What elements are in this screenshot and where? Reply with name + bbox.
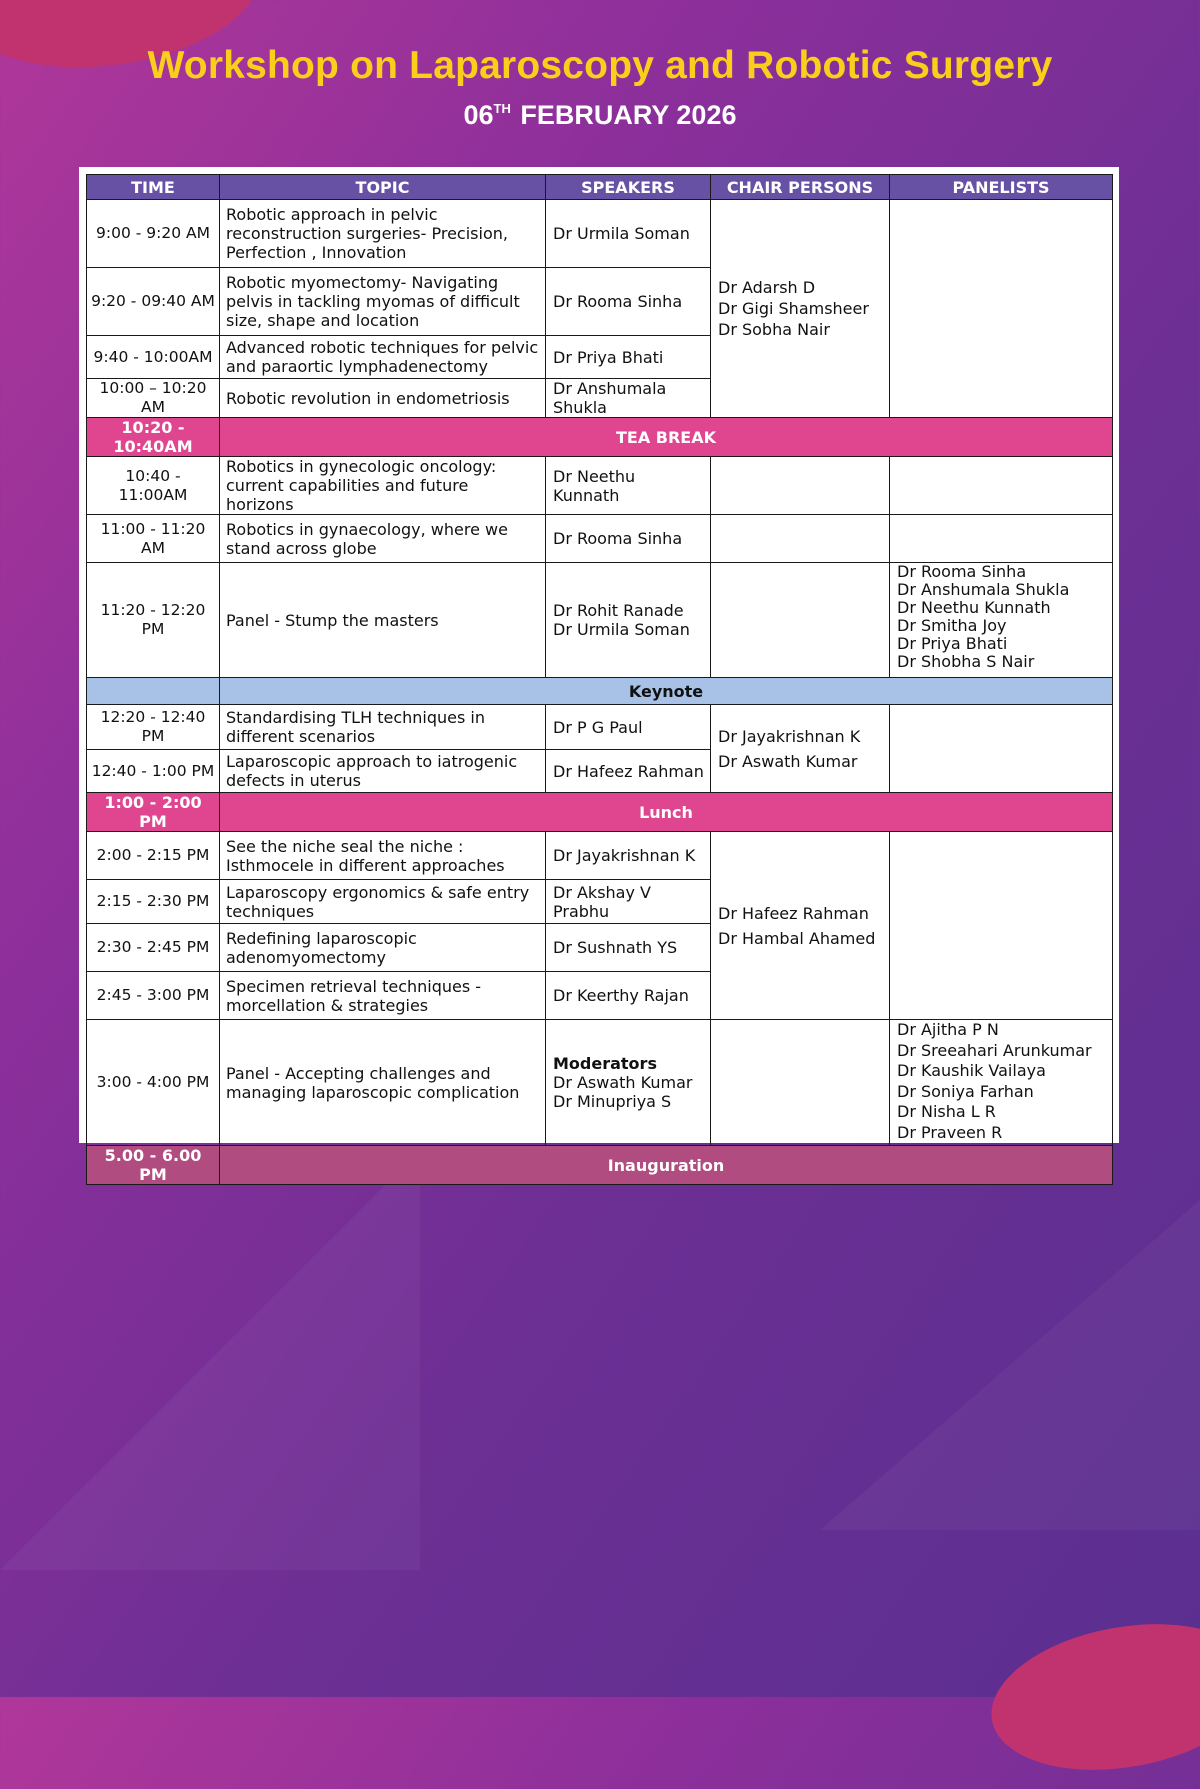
table-row xyxy=(87,515,1113,563)
lunch-row xyxy=(87,793,1113,832)
tea-break-row xyxy=(87,418,1113,457)
topic-cell: Robotic approach in pelvic reconstruction surgeries- Precision, Perfection , Innovation xyxy=(220,200,546,268)
speaker-cell: Dr Rooma Sinha xyxy=(546,268,711,336)
speaker-cell: Dr Priya Bhati xyxy=(546,336,711,379)
speaker-cell: Dr Hafeez Rahman xyxy=(546,750,711,793)
background-facet xyxy=(0,1150,420,1570)
time-cell: 11:00 - 11:20 AM xyxy=(87,515,220,563)
chair-person: Dr Sobha Nair xyxy=(718,320,830,339)
keynote-time-cell xyxy=(87,678,220,705)
time-cell: 2:15 - 2:30 PM xyxy=(87,880,220,924)
schedule-card xyxy=(79,167,1119,1184)
keynote-row xyxy=(87,678,1113,705)
column-header-time: TIME xyxy=(87,175,220,200)
time-cell: 9:20 - 09:40 AM xyxy=(87,268,220,336)
panelists-cell xyxy=(890,1020,1113,1146)
topic-cell: Advanced robotic techniques for pelvic and paraortic lymphadenectomy xyxy=(220,336,546,379)
chair-persons-cell xyxy=(711,457,890,515)
date-rest: FEBRUARY 2026 xyxy=(520,100,737,130)
chair-persons-cell xyxy=(711,515,890,563)
time-cell: 9:40 - 10:00AM xyxy=(87,336,220,379)
chair-persons-cell xyxy=(711,563,890,678)
time-cell: 10:40 - 11:00AM xyxy=(87,457,220,515)
column-header-topic: TOPIC xyxy=(220,175,546,200)
keynote-label: Keynote xyxy=(220,678,1113,705)
topic-cell: Panel - Stump the masters xyxy=(220,563,546,678)
panelists-cell xyxy=(890,705,1113,793)
panelist-name: Dr Priya Bhati xyxy=(897,634,1008,653)
topic-cell: Laparoscopic approach to iatrogenic defects in uterus xyxy=(220,750,546,793)
inauguration-row xyxy=(87,1146,1113,1185)
topic-cell: Robotics in gynaecology, where we stand across globe xyxy=(220,515,546,563)
event-date xyxy=(0,100,1200,131)
table-header-row xyxy=(87,175,1113,200)
table-row xyxy=(87,563,1113,678)
panelists-cell xyxy=(890,563,1113,678)
time-cell: 12:20 - 12:40 PM xyxy=(87,705,220,750)
table-row xyxy=(87,200,1113,268)
panelist-name: Dr Anshumala Shukla xyxy=(897,580,1070,599)
topic-cell: Robotics in gynecologic oncology: current capabilities and future horizons xyxy=(220,457,546,515)
panelists-cell xyxy=(890,515,1113,563)
time-cell: 2:00 - 2:15 PM xyxy=(87,832,220,880)
panelist-name: Dr Kaushik Vailaya xyxy=(897,1061,1046,1080)
topic-cell: Panel - Accepting challenges and managing laparoscopic complication xyxy=(220,1020,546,1146)
topic-cell: Laparoscopy ergonomics & safe entry techniques xyxy=(220,880,546,924)
date-day: 06 xyxy=(463,100,494,130)
panelist-name: Dr Nisha L R xyxy=(897,1102,996,1121)
column-header-speakers: SPEAKERS xyxy=(546,175,711,200)
chair-person: Dr Jayakrishnan K xyxy=(718,726,861,746)
chair-persons-cell xyxy=(711,200,890,418)
time-cell: 12:40 - 1:00 PM xyxy=(87,750,220,793)
lunch-label: Lunch xyxy=(220,793,1113,832)
inauguration-time: 5.00 - 6.00 PM xyxy=(87,1146,220,1185)
topic-cell: Robotic myomectomy- Navigating pelvis in tackling myomas of difficult size, shape and location xyxy=(220,268,546,336)
column-header-panelists: PANELISTS xyxy=(890,175,1113,200)
speaker-cell: Dr Rooma Sinha xyxy=(546,515,711,563)
panelist-name: Dr Rooma Sinha xyxy=(897,562,1027,581)
chair-person: Dr Aswath Kumar xyxy=(718,751,858,771)
panelist-name: Dr Praveen R xyxy=(897,1122,1003,1142)
chair-person: Dr Hafeez Rahman xyxy=(718,903,869,923)
chair-person: Dr Adarsh D xyxy=(718,278,816,297)
time-cell: 10:00 – 10:20 AM xyxy=(87,379,220,418)
chair-person: Dr Hambal Ahamed xyxy=(718,928,876,948)
chair-persons-cell xyxy=(711,705,890,793)
table-row xyxy=(87,705,1113,750)
background-facet xyxy=(820,1200,1200,1530)
speaker-cell: Dr P G Paul xyxy=(546,705,711,750)
chair-persons-cell xyxy=(711,1020,890,1146)
panelist-name: Dr Soniya Farhan xyxy=(897,1081,1034,1101)
speaker-cell: Dr Keerthy Rajan xyxy=(546,972,711,1020)
schedule-table xyxy=(86,174,1113,1185)
table-row xyxy=(87,457,1113,515)
topic-cell: See the niche seal the niche : Isthmocele in different approaches xyxy=(220,832,546,880)
speaker-name: Dr Urmila Soman xyxy=(553,620,690,639)
speaker-cell: Dr Anshumala Shukla xyxy=(546,379,711,418)
speaker-cell xyxy=(546,563,711,678)
tea-break-time: 10:20 - 10:40AM xyxy=(87,418,220,457)
date-suffix: TH xyxy=(493,101,511,116)
time-cell: 9:00 - 9:20 AM xyxy=(87,200,220,268)
column-header-chair-persons: CHAIR PERSONS xyxy=(711,175,890,200)
speaker-cell: Dr Sushnath YS xyxy=(546,924,711,972)
speaker-name: Dr Rohit Ranade xyxy=(553,601,684,620)
panelist-name: Dr Sreeahari Arunkumar xyxy=(897,1040,1092,1060)
panelist-name: Dr Shobha S Nair xyxy=(897,652,1035,671)
speaker-cell: Dr Akshay V Prabhu xyxy=(546,880,711,924)
table-row xyxy=(87,832,1113,880)
panelist-name: Dr Neethu Kunnath xyxy=(897,598,1051,617)
panelist-name: Dr Smitha Joy xyxy=(897,616,1007,635)
topic-cell: Redefining laparoscopic adenomyomectomy xyxy=(220,924,546,972)
tea-break-label: TEA BREAK xyxy=(220,418,1113,457)
moderator-name: Dr Minupriya S xyxy=(553,1092,672,1111)
topic-cell: Specimen retrieval techniques - morcellation & strategies xyxy=(220,972,546,1020)
page-title: Workshop on Laparoscopy and Robotic Surgery xyxy=(147,44,1053,87)
time-cell: 11:20 - 12:20 PM xyxy=(87,563,220,678)
lunch-time: 1:00 - 2:00 PM xyxy=(87,793,220,832)
panelists-cell xyxy=(890,457,1113,515)
chair-person: Dr Gigi Shamsheer xyxy=(718,299,869,318)
time-cell: 2:45 - 3:00 PM xyxy=(87,972,220,1020)
inauguration-label: Inauguration xyxy=(220,1146,1113,1185)
time-cell: 2:30 - 2:45 PM xyxy=(87,924,220,972)
speaker-cell: Dr Jayakrishnan K xyxy=(546,832,711,880)
time-cell: 3:00 - 4:00 PM xyxy=(87,1020,220,1146)
table-row xyxy=(87,1020,1113,1146)
topic-cell: Robotic revolution in endometriosis xyxy=(220,379,546,418)
speaker-cell xyxy=(546,1020,711,1146)
moderator-name: Dr Aswath Kumar xyxy=(553,1073,693,1092)
topic-cell: Standardising TLH techniques in different scenarios xyxy=(220,705,546,750)
panelists-cell xyxy=(890,832,1113,1020)
speaker-cell: Dr Neethu Kunnath xyxy=(546,457,711,515)
chair-persons-cell xyxy=(711,832,890,1020)
panelist-name: Dr Ajitha P N xyxy=(897,1020,999,1039)
moderators-label: Moderators xyxy=(553,1054,657,1073)
speaker-cell: Dr Urmila Soman xyxy=(546,200,711,268)
panelists-cell xyxy=(890,200,1113,418)
